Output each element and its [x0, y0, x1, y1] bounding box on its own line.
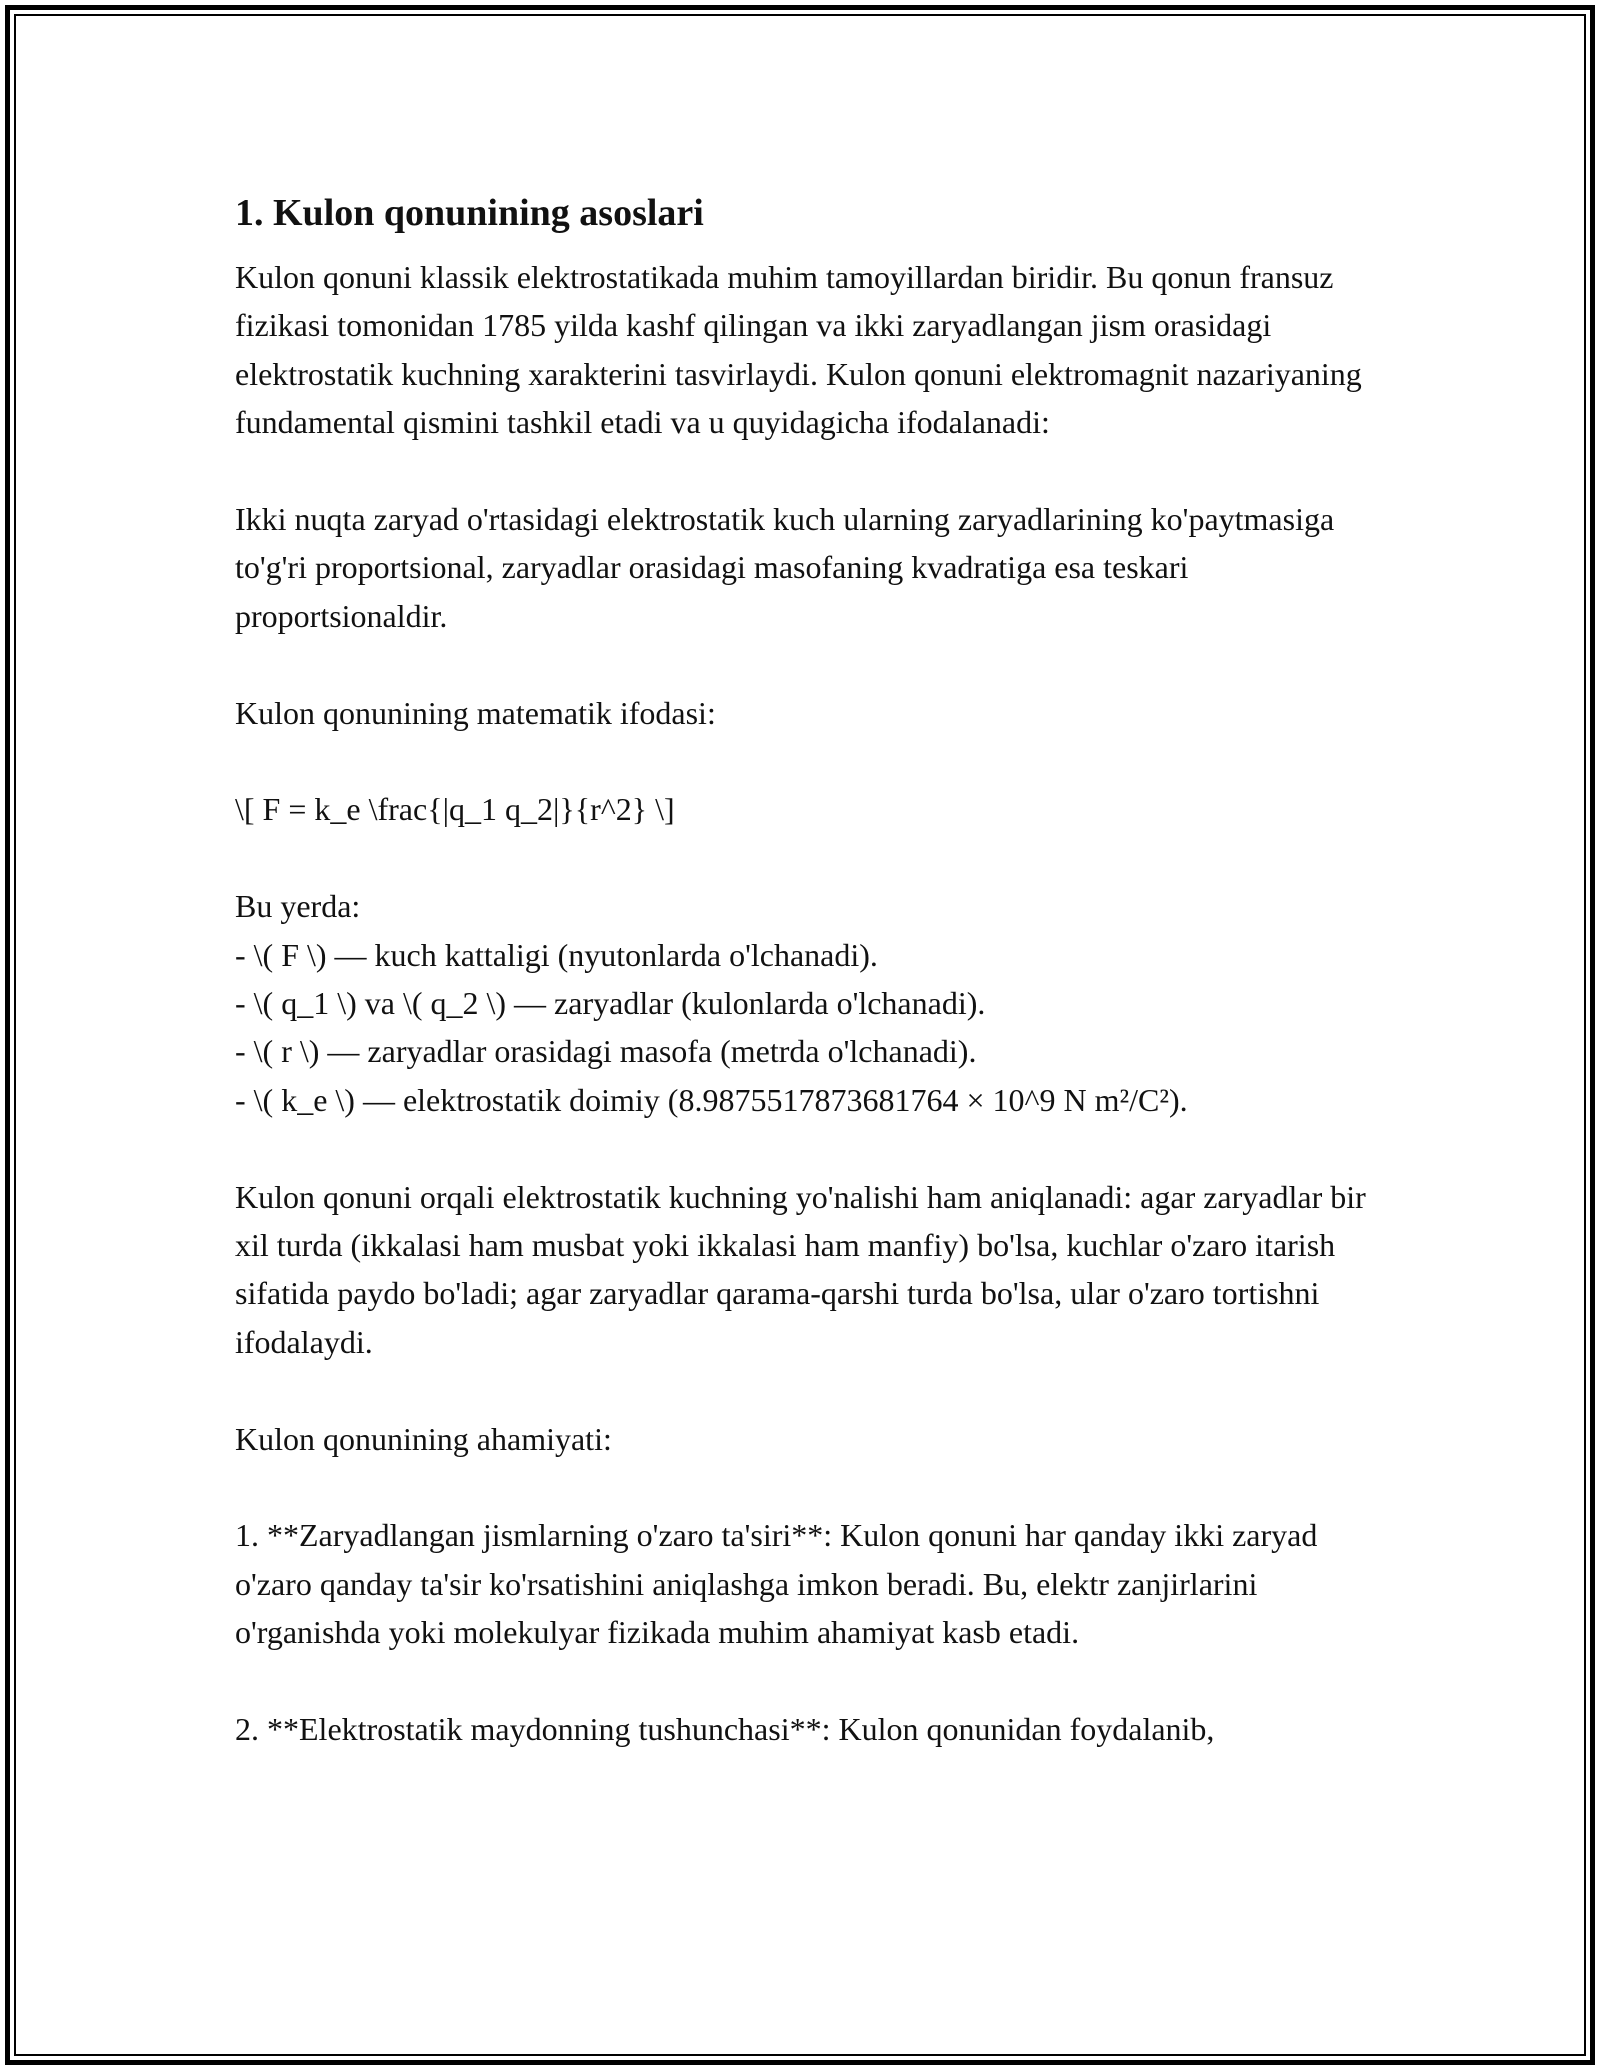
formula-intro: Kulon qonunining matematik ifodasi: [235, 694, 716, 731]
definitions-block [235, 882, 1375, 1124]
where-label: Bu yerda: [235, 888, 361, 925]
paragraph-gap [235, 834, 1375, 882]
paragraph-gap [235, 737, 1375, 785]
direction-paragraph: Kulon qonuni orqali elektrostatik kuchning yo'nalishi ham aniqlanadi: agar zaryadlar bir xil turda (ikkalasi ham musbat yoki ikkalasi ham manfiy) bo'lsa, kuchlar o'zaro itarish sifatida paydo bo'ladi; agar zaryadlar qarama-qarshi turda bo'lsa, ular o'zaro tortishni ifodalaydi. [235, 1178, 1366, 1360]
definition-item: - \( q_1 \) va \( q_2 \) — zaryadlar (kulonlarda o'lchanadi). [235, 985, 986, 1022]
definition-item: - \( r \) — zaryadlar orasidagi masofa (metrda o'lchanadi). [235, 1033, 977, 1070]
paragraph-gap [235, 1366, 1375, 1414]
intro-paragraph: Kulon qonuni klassik elektrostatikada muhim tamoyillardan biridir. Bu qonun fransuz fizikasi tomonidan 1785 yilda kashf qilingan va ikki zaryadlangan jism orasidagi elektrostatik kuchning xarakterini tasvirlaydi. Kulon qonuni elektromagnit nazariyaning fundamental qismini tashkil etadi va u quyidagicha ifodalanadi: [235, 259, 1362, 441]
paragraph-gap [235, 1657, 1375, 1705]
paragraph-gap [235, 1124, 1375, 1172]
definition-item: - \( k_e \) — elektrostatik doimiy (8.9875517873681764 × 10^9 N m²/C²). [235, 1081, 1188, 1118]
paragraph-gap [235, 447, 1375, 495]
importance-label: Kulon qonunining ahamiyati: [235, 1420, 612, 1457]
importance-item: 2. **Elektrostatik maydonning tushunchasi**: Kulon qonunidan foydalanib, [235, 1711, 1215, 1748]
paragraph-gap [235, 1463, 1375, 1511]
law-statement-paragraph: Ikki nuqta zaryad o'rtasidagi elektrostatik kuch ularning zaryadlarining ko'paytmasiga to'g'ri proportsional, zaryadlar orasidagi masofaning kvadratiga esa teskari proportsionaldir. [235, 501, 1335, 634]
section-title: 1. Kulon qonunining asoslari [235, 192, 704, 234]
paragraph-gap [235, 640, 1375, 688]
importance-item: 1. **Zaryadlangan jismlarning o'zaro ta'siri**: Kulon qonuni har qanday ikki zaryad o'zaro qanday ta'sir ko'rsatishini aniqlashga imkon beradi. Bu, elektr zanjirlarini o'rganishda yoki molekulyar fizikada muhim ahamiyat kasb etadi. [235, 1517, 1318, 1651]
document-body [235, 185, 1375, 1753]
definition-item: - \( F \) — kuch kattaligi (nyutonlarda o'lchanadi). [235, 936, 878, 973]
formula-text: \[ F = k_e \frac{|q_1 q_2|}{r^2} \] [235, 791, 675, 828]
